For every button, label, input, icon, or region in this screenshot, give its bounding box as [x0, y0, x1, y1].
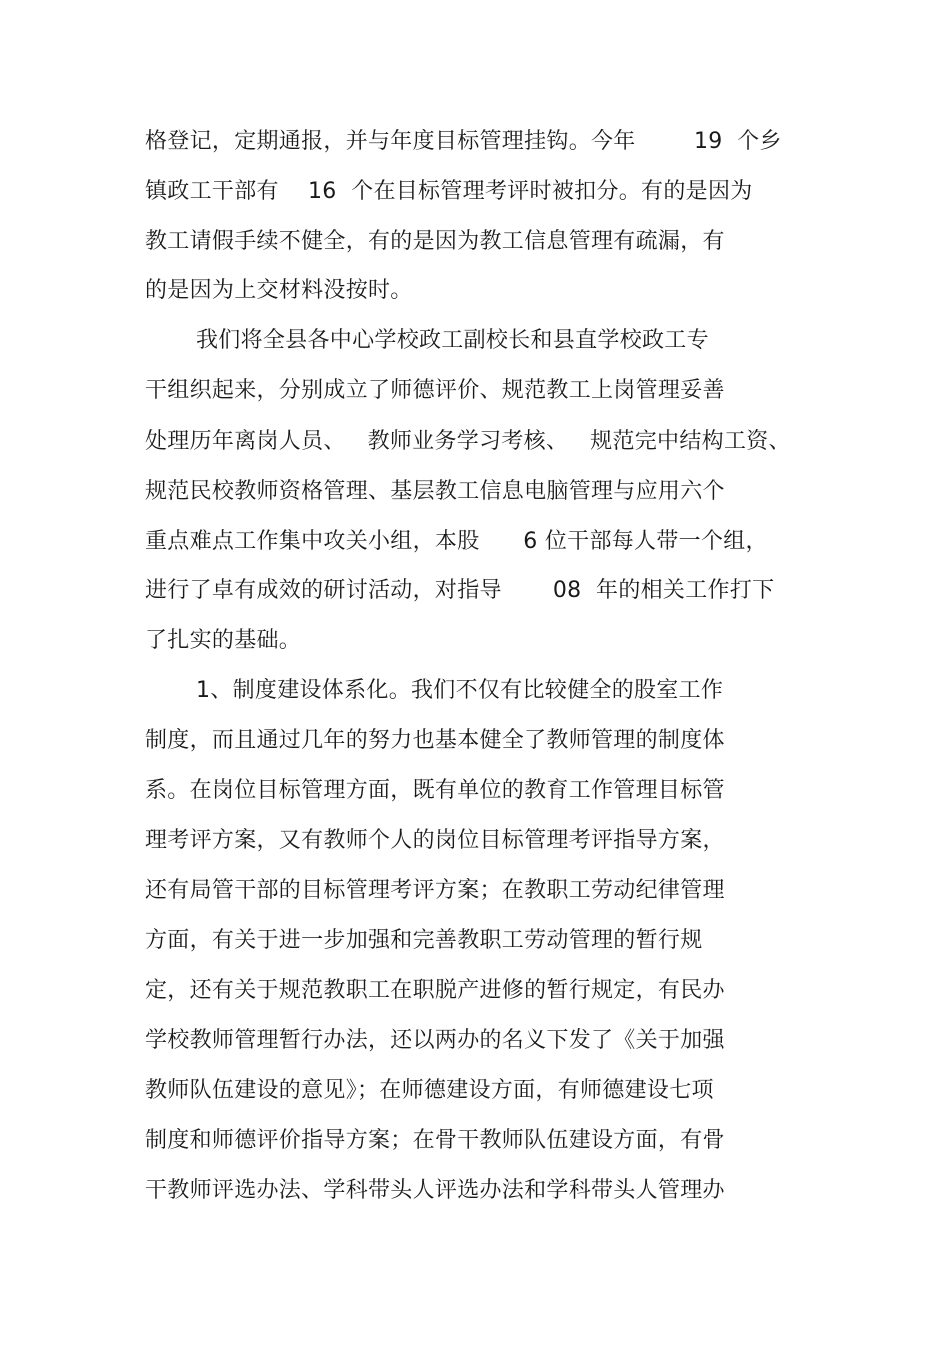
text-line: 格登记，定期通报，并与年度目标管理挂钩。今年 19 个乡 — [145, 129, 782, 154]
text-line: 理考评方案，又有教师个人的岗位目标管理考评指导方案， — [145, 828, 725, 853]
text-line: 镇政工干部有 16 个在目标管理考评时被扣分。有的是因为 — [145, 179, 753, 204]
text-line: 制度和师德评价指导方案；在骨干教师队伍建设方面，有骨 — [145, 1128, 725, 1153]
text-line: 了扎实的基础。 — [145, 628, 302, 653]
text-line: 系。在岗位目标管理方面，既有单位的教育工作管理目标管 — [145, 778, 725, 803]
text-line: 的是因为上交材料没按时。 — [145, 278, 413, 303]
text-line: 干组织起来，分别成立了师德评价、规范教工上岗管理妥善 — [145, 378, 725, 403]
paragraph-first-line: 我们将全县各中心学校政工副校长和县直学校政工专 — [196, 328, 709, 353]
text-line: 重点难点工作集中攻关小组，本股 6 位干部每人带一个组， — [145, 529, 768, 554]
text-line: 制度，而且通过几年的努力也基本健全了教师管理的制度体 — [145, 728, 725, 753]
text-line: 规范民校教师资格管理、基层教工信息电脑管理与应用六个 — [145, 479, 725, 504]
text-line: 进行了卓有成效的研讨活动，对指导 08 年的相关工作打下 — [145, 578, 775, 603]
text-line: 学校教师管理暂行办法，还以两办的名义下发了《关于加强 — [145, 1028, 725, 1053]
text-line: 还有局管干部的目标管理考评方案；在教职工劳动纪律管理 — [145, 878, 725, 903]
text-line: 处理历年离岗人员、 教师业务学习考核、 规范完中结构工资、 — [145, 429, 791, 454]
text-line: 教工请假手续不健全，有的是因为教工信息管理有疏漏，有 — [145, 229, 725, 254]
text-line: 教师队伍建设的意见》；在师德建设方面，有师德建设七项 — [145, 1078, 714, 1103]
text-line: 方面，有关于进一步加强和完善教职工劳动管理的暂行规 — [145, 928, 703, 953]
text-line: 定，还有关于规范教职工在职脱产进修的暂行规定，有民办 — [145, 978, 725, 1003]
paragraph-first-line: 1、制度建设体系化。我们不仅有比较健全的股室工作 — [196, 678, 724, 703]
text-line: 干教师评选办法、学科带头人评选办法和学科带头人管理办 — [145, 1178, 725, 1203]
